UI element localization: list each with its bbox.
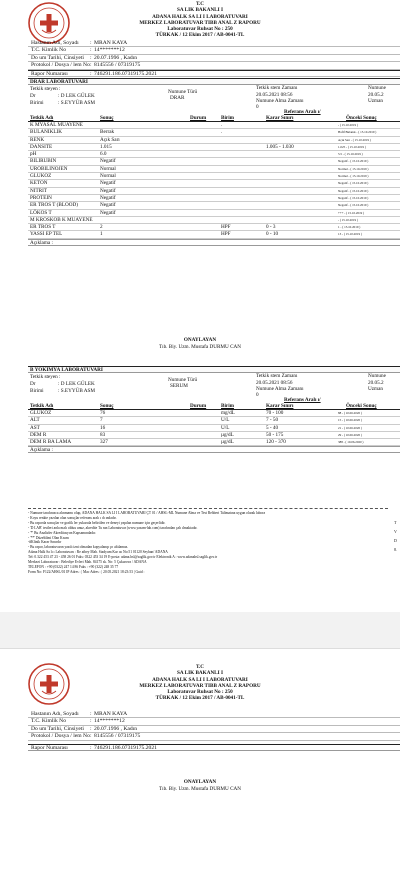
result-value: 16 <box>100 424 106 431</box>
patient-label: Protokol / Dosya / lem No <box>31 733 90 740</box>
patient-row: Protokol / Dosya / lem No : 8145556 / 07319175 <box>28 62 400 69</box>
report-number-row: Rapor Numarası : 746291.186.07319175.2021 <box>28 744 400 751</box>
previous-result: - ( 15.10.2019 ) <box>338 123 358 127</box>
unit: µg/dL <box>221 431 234 438</box>
sample-time-value: 0 <box>256 104 259 110</box>
unit: U/L <box>221 424 230 431</box>
sample-type-label: Numune Türü <box>168 89 198 95</box>
footer-line: Merkezi Laboratuvar : Belediye Evleri Mah. 84175 sk. No: 5 Çukurova / ADANA <box>28 560 147 565</box>
table-row <box>28 195 400 202</box>
patient-value: 8145556 / 07319175 <box>94 733 141 740</box>
sample-time-label: Numune Alma Zamanı <box>256 98 304 104</box>
test-name: GLUKOZ <box>30 173 52 180</box>
test-name: ER TROS T <box>30 224 56 231</box>
approver-name: Tıb. Biy. Uzm. Mustafa DURMU CAN <box>158 785 242 792</box>
notes-label: Açıklama : <box>28 446 400 453</box>
approval-title: ONAYLAYAN <box>183 779 217 785</box>
header-lines <box>0 1 400 39</box>
result-value: 2 <box>100 224 103 231</box>
patient-label: Protokol / Dosya / lem No <box>31 62 90 69</box>
table-row <box>28 129 400 136</box>
test-name: K MYASAL MUAYENE <box>30 122 83 128</box>
cut-text: 20.05.2 <box>368 379 384 386</box>
previous-result: Negatif - ( 15.10.2019 ) <box>338 203 369 208</box>
result-value: 1 <box>100 231 103 238</box>
doctor-value: : D LEK GÜLEK <box>58 93 95 99</box>
result-value: 76 <box>100 410 106 416</box>
result-value: Negatif <box>100 194 116 201</box>
section-meta <box>28 373 400 397</box>
previous-result: Hafif Bulanık - ( 15.10.2019 ) <box>338 130 377 135</box>
previous-result: 88 - ( 10.06.2020 ) <box>338 411 362 415</box>
previous-result: 388 - ( 10.06.2020 ) <box>338 440 364 445</box>
approver-name: Tıb. Biy. Uzm. Mustafa DURMU CAN <box>158 343 242 350</box>
footer-line: - Numune tarafınızca alınmamı olup, ADANA HALK SA LI I LABORATUVARI ÇT 01 / AHSL-ML Numune Alma ve Test Rehberi Talimatına uygun olarak labora <box>28 511 266 515</box>
previous-result: +++ - ( 15.10.2019 ) <box>338 210 365 215</box>
reference-range: 0 - 10 <box>266 231 279 238</box>
patient-value: MRAN KAYA <box>94 711 128 717</box>
request-time-value: 20.05.2021 08:56 <box>256 91 293 98</box>
sample-time-label: Numune Alma Zamanı <box>256 386 304 392</box>
header-line: SA LIK BAKANLI I <box>177 7 223 14</box>
unit: U/L <box>221 417 230 424</box>
footer-line: Adana Halk Sa lı ı Laboratuvarı : Re atbey Mah. Stadyum Kar ısı No:51 01120 Seyhan/ ADANA <box>28 550 168 555</box>
col-previous: Önceki Sonuç <box>346 115 377 121</box>
header-line: TÜRKAK / 12 Ekim 2017 / AB-0041-TL <box>155 695 245 702</box>
test-name: BILIRUBIN <box>30 158 57 165</box>
patient-info <box>28 711 400 751</box>
table-row <box>28 410 400 417</box>
result-value: Normal <box>100 173 116 180</box>
col-unit: Birim <box>221 115 234 121</box>
header-lines <box>0 664 400 702</box>
cut-text: Uzman <box>368 98 383 104</box>
patient-value: 746291.186.07319175.2021 <box>94 70 157 77</box>
sample-time-value: 0 <box>256 392 259 398</box>
previous-result: Negatif - ( 15.10.2019 ) <box>338 188 369 193</box>
patient-value: 8145556 / 07319175 <box>94 62 141 69</box>
biochemistry-section <box>28 366 400 453</box>
cut-text: Numune <box>368 373 386 379</box>
sample-type-value: SERUM <box>170 383 188 389</box>
unit: µg/dL <box>221 439 234 446</box>
col-result: Sonuç <box>100 403 114 409</box>
test-name: PROTEIN <box>30 194 52 201</box>
doctor-value: : D LEK GÜLEK <box>58 381 95 387</box>
table-row <box>28 231 400 238</box>
footer-line: - Bu rapor, laboratuvarın yazılı izni olmadan kopyalanıp ço altılamaz. <box>28 545 129 550</box>
result-value: Berrak <box>100 129 115 136</box>
patient-info <box>28 40 400 77</box>
table-row <box>28 425 400 432</box>
previous-result: 21 - ( 10.06.2020 ) <box>338 425 362 430</box>
patient-row: Hastanın Adı, Soyadı : MRAN KAYA <box>28 711 400 718</box>
unit: HPF <box>221 231 231 238</box>
header-line: T.C <box>195 664 205 670</box>
patient-label: Do um Tarihi, Cinsiyeti <box>31 54 84 61</box>
test-name: GLUKOZ <box>30 410 52 416</box>
test-name: NITRIT <box>30 187 47 194</box>
result-value: Açık Sarı <box>100 136 120 143</box>
table-row <box>28 151 400 158</box>
result-value: Negatif <box>100 209 116 216</box>
col-status: Durum <box>190 115 207 121</box>
table-row <box>28 166 400 173</box>
table-row <box>28 158 400 165</box>
table-row <box>28 202 400 209</box>
test-name: DEM R BA LAMA <box>30 439 72 446</box>
approval-title: ONAYLAYAN <box>183 337 217 343</box>
unit-label: Birimi <box>30 100 44 106</box>
section-meta <box>28 85 400 109</box>
section-title: DRAR LABORATUVARI <box>28 78 400 85</box>
footer-line: Form No: F122/AHSL/01 IP Adres : | Mac Adres : | 20.05.2021 18:23:53 | Guid : <box>28 569 145 574</box>
patient-row: Hastanın Adı, Soyadı : MRAN KAYA <box>28 40 400 47</box>
result-value: 83 <box>100 431 106 438</box>
previous-result: 29 - ( 10.06.2020 ) <box>338 432 362 437</box>
test-name: DANSITE <box>30 143 53 150</box>
reference-range: 7 - 50 <box>266 417 279 424</box>
test-name: pH <box>30 151 37 158</box>
sample-type-label: Numune Türü <box>168 377 198 383</box>
table-row <box>28 180 400 187</box>
cut-text: Uzman <box>368 386 383 392</box>
request-time-value: 20.05.2021 08:56 <box>256 379 293 386</box>
header-line: MERKEZ LABORATUVAR TIBB ANAL Z RAPORU <box>139 19 261 26</box>
footer-line: - '**' Düzeltilmi Olan Kısım <box>28 535 69 540</box>
table-row <box>28 439 400 446</box>
unit: . <box>221 129 223 136</box>
patient-value: 20.07.1996 , Kadın <box>94 725 138 732</box>
test-name: LÖKOS T <box>30 209 52 216</box>
table-row <box>28 188 400 195</box>
previous-result: 15 - ( 10.06.2020 ) <box>338 418 362 423</box>
report-footer <box>28 508 388 575</box>
patient-label: T.C. Kimlik No <box>31 718 67 725</box>
previous-result: Negatif - ( 15.10.2019 ) <box>338 195 369 200</box>
patient-label: Do um Tarihi, Cinsiyeti <box>31 725 84 732</box>
request-time-label: Tetkik stem Zamanı <box>256 85 298 91</box>
result-value: 6.0 <box>100 151 107 158</box>
footer-line: - 'D LAB' testleri anla malı olduu unuz, akredite Tu nın Laboratuvar (www.yasam-lab.com) tarafından çalı ılmaktadır. <box>28 525 198 530</box>
col-unit: Birim <box>221 403 234 409</box>
approval-block <box>0 779 400 792</box>
reference-range: 120 - 370 <box>266 439 286 446</box>
patient-row: Do um Tarihi, Cinsiyeti : 20.07.1996 , Kadın <box>28 726 400 733</box>
result-value: Negatif <box>100 158 116 165</box>
urine-results <box>28 122 400 239</box>
header-line: MERKEZ LABORATUVAR TIBB ANAL Z RAPORU <box>139 682 261 689</box>
approval-block <box>0 337 400 350</box>
footer-line: TELEFON : +90 (0322) 247 14 86 Faks : +90 (322) 248 35 77 <box>28 564 119 569</box>
table-row <box>28 432 400 439</box>
header-line: ADANA HALK SA LI I LABORATUVARI <box>152 676 248 683</box>
table-row <box>28 217 400 224</box>
col-ref-1: Referans Aralı ı/ <box>284 397 321 403</box>
patient-value: MRAN KAYA <box>94 40 128 46</box>
test-name: DEM R <box>30 431 47 438</box>
doctor-label: Dr <box>30 93 36 99</box>
unit-value: : S.EYYÜB ASM <box>58 388 96 394</box>
section-title: B YOKIMYA LABORATUVARI <box>28 366 400 373</box>
table-row <box>28 144 400 151</box>
table-row <box>28 137 400 144</box>
reference-range: 70 - 100 <box>266 410 284 416</box>
footer-line: Tel: 0.322 453 47 23 - 458 26 01 Faks: 0322 453 34 19 E-posta: adana.hsl@saglik.gov.tr Elektronik A : www.adanahsl.saglik.gov.tr <box>28 555 218 560</box>
col-previous: Önceki Sonuç <box>346 403 377 409</box>
patient-row: T.C. Kimlik No : 14*******12 <box>28 718 400 725</box>
reference-range: 1.005 - 1.030 <box>266 143 294 150</box>
patient-label: Rapor Numarası <box>31 70 68 77</box>
col-ref-1: Referans Aralı ı/ <box>284 109 321 115</box>
column-headers <box>28 109 400 122</box>
report-number-label: Rapor Numarası <box>31 744 68 751</box>
unit-value: : S.EYYÜB ASM <box>58 100 96 106</box>
patient-value: 14*******12 <box>94 47 125 54</box>
column-headers <box>28 397 400 410</box>
previous-result: Negatif - ( 15.10.2019 ) <box>338 159 369 164</box>
patient-value: 20.07.1996 , Kadın <box>94 54 138 61</box>
result-value: 1.015 <box>100 143 112 150</box>
sample-type-value: DRAR <box>170 95 185 101</box>
col-status: Durum <box>190 403 207 409</box>
table-row <box>28 173 400 180</box>
table-row <box>28 210 400 217</box>
reference-range: 0 - 3 <box>266 224 276 231</box>
requester-label: Tetkik steyen : <box>30 86 61 92</box>
result-value: Negatif <box>100 202 116 209</box>
report-page-2 <box>0 648 400 888</box>
test-name: AST <box>30 424 40 431</box>
table-row <box>28 122 400 129</box>
footer-line: -#Klinik Karar Sınırdır <box>28 540 62 545</box>
previous-result: Normal - ( 15.10.2019 ) <box>338 166 369 171</box>
patient-row: Do um Tarihi, Cinsiyeti : 20.07.1996 , Kadın <box>28 55 400 62</box>
patient-label: Hastanın Adı, Soyadı <box>31 711 79 717</box>
cut-text: Numune <box>368 85 386 91</box>
footer-line: - Bu raporda sonuçlar ve grafik ler yukarıda belirtilen ve deneyi yapılan numune için geçerlidir. <box>28 520 166 525</box>
cut-text: 20.05.2 <box>368 91 384 98</box>
test-name: KETON <box>30 180 48 187</box>
unit: . <box>221 122 223 128</box>
test-name: M KROSKOB K MUAYENE <box>30 216 93 223</box>
requester-label: Tetkik steyen : <box>30 374 61 380</box>
patient-label: Hastanın Adı, Soyadı <box>31 40 79 46</box>
test-name: UROBILINOJEN <box>30 165 68 172</box>
result-value: Negatif <box>100 187 116 194</box>
header-line: SA LIK BAKANLI I <box>177 670 223 677</box>
test-name: YASSI EP TEL <box>30 231 63 238</box>
unit: mg/dL <box>221 410 235 416</box>
previous-result: Negatif - ( 15.10.2019 ) <box>338 181 369 186</box>
patient-value: 14*******12 <box>94 718 125 725</box>
test-name: BULANIKLIK <box>30 129 62 136</box>
patient-row: Rapor Numarası : 746291.186.07319175.2021 <box>28 70 400 77</box>
table-row <box>28 417 400 424</box>
side-cut-text: T V D 8. <box>394 520 397 552</box>
col-result: Sonuç <box>100 115 114 121</box>
report-header <box>0 649 400 702</box>
report-number-value: 746291.186.07319175.2021 <box>94 744 157 751</box>
test-name: ER TROS T (BLOOD) <box>30 202 78 209</box>
result-value: Normal <box>100 165 116 172</box>
unit-label: Birimi <box>30 388 44 394</box>
request-time-label: Tetkik stem Zamanı <box>256 373 298 379</box>
patient-label: T.C. Kimlik No <box>31 47 67 54</box>
header-line: Laboratuvar Ruhsat No : 250 <box>167 26 233 33</box>
col-test-name: Tetkik Adı <box>30 115 54 121</box>
patient-row: T.C. Kimlik No : 14*******12 <box>28 47 400 54</box>
biochemistry-results <box>28 410 400 446</box>
footer-line: - '*' Bu Analizler Akreditasyon Kapsamındadır. <box>28 530 96 535</box>
header-line: Laboratuvar Ruhsat No : 250 <box>167 689 233 696</box>
urine-lab-section <box>28 78 400 246</box>
header-line: T.C <box>195 1 205 7</box>
reference-range: 5 - 40 <box>266 424 279 431</box>
col-test-name: Tetkik Adı <box>30 403 54 409</box>
previous-result: 1.025 - ( 15.10.2019 ) <box>338 144 366 149</box>
patient-row: Protokol / Dosya / lem No : 8145556 / 07319175 <box>28 733 400 740</box>
previous-result: 1 - ( 15.10.2019 ) <box>338 225 361 230</box>
reference-range: 50 - 175 <box>266 431 284 438</box>
notes-label: Açıklama : <box>28 239 400 246</box>
footer-line: - Koyu renkte yazılan olan sonuçlar referans aralı ı dı ındadır. <box>28 515 117 520</box>
test-name: ALT <box>30 417 40 424</box>
test-name: RENK <box>30 136 45 143</box>
result-value: 7 <box>100 417 103 424</box>
previous-result: Normal - ( 15.10.2019 ) <box>338 174 369 179</box>
table-row <box>28 224 400 231</box>
header-line: TÜRKAK / 12 Ekim 2017 / AB-0041-TL <box>155 32 245 39</box>
previous-result: Açık Sarı - ( 15.10.2019 ) <box>338 137 371 142</box>
previous-result: 5.5 - ( 15.10.2019 ) <box>338 152 363 157</box>
result-value: 327 <box>100 439 108 446</box>
result-value: Negatif <box>100 180 116 187</box>
unit: HPF <box>221 224 231 231</box>
doctor-label: Dr <box>30 381 36 387</box>
previous-result: - ( 15.10.2019 ) <box>338 217 358 222</box>
col-ref-2: Karar Sınırı <box>266 403 294 409</box>
header-line: ADANA HALK SA LI I LABORATUVARI <box>152 13 248 20</box>
previous-result: 13 - ( 15.10.2019 ) <box>338 232 362 237</box>
col-ref-2: Karar Sınırı <box>266 115 294 121</box>
